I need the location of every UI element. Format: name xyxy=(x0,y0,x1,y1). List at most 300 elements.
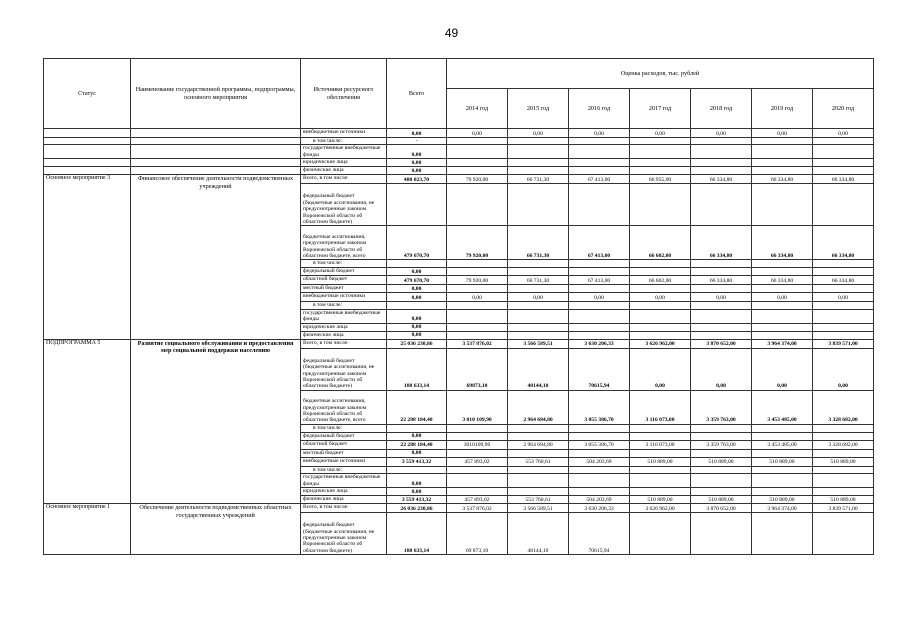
year-value-cell: 0,00 xyxy=(569,293,630,302)
year-value-cell xyxy=(813,424,874,432)
source-cell: в том числе: xyxy=(301,302,387,309)
year-value-cell xyxy=(752,268,813,276)
year-value-cell: 0,00 xyxy=(508,129,569,138)
source-cell: федеральный бюджет xyxy=(301,432,387,440)
total-cell: 0,00 xyxy=(387,167,447,175)
year-value-cell xyxy=(569,159,630,167)
total-cell: 25 036 230,86 xyxy=(387,339,447,348)
year-value-cell xyxy=(508,488,569,496)
status-cell xyxy=(44,145,131,159)
year-value-cell: 3 328 682,00 xyxy=(813,390,874,424)
table-row xyxy=(44,138,874,145)
year-value-cell: 66 731,30 xyxy=(508,175,569,184)
status-cell: Основное мероприятие 1 xyxy=(44,504,131,555)
year-value-cell xyxy=(447,167,508,175)
year-value-cell: 3 630 206,33 xyxy=(569,504,630,513)
year-value-cell xyxy=(508,331,569,339)
year-value-cell: 69873,10 xyxy=(447,348,508,390)
year-value-cell xyxy=(569,285,630,293)
year-value-cell: 3 964 374,00 xyxy=(752,339,813,348)
year-value-cell: 0,00 xyxy=(691,129,752,138)
header-year: 2014 год xyxy=(447,89,508,129)
status-cell xyxy=(44,159,131,167)
table-row xyxy=(44,339,874,348)
status-cell: Основное мероприятие 3 xyxy=(44,175,131,339)
year-value-cell: 0,00 xyxy=(813,348,874,390)
year-value-cell: 66 731,30 xyxy=(508,276,569,285)
year-value-cell xyxy=(813,302,874,309)
year-value-cell xyxy=(447,145,508,159)
year-value-cell: 0,00 xyxy=(569,129,630,138)
year-value-cell: 3 055 386,70 xyxy=(569,440,630,449)
year-value-cell xyxy=(569,323,630,331)
year-value-cell: 510 889,00 xyxy=(813,496,874,504)
year-value-cell: 3 626 962,00 xyxy=(630,339,691,348)
total-cell: 479 670,70 xyxy=(387,226,447,260)
total-cell: - xyxy=(387,138,447,145)
year-value-cell: 79 920,00 xyxy=(447,226,508,260)
year-value-cell xyxy=(691,424,752,432)
year-value-cell: 510 889,00 xyxy=(630,496,691,504)
year-value-cell xyxy=(813,285,874,293)
year-value-cell xyxy=(691,268,752,276)
year-value-cell xyxy=(813,268,874,276)
total-cell: 22 288 184,40 xyxy=(387,440,447,449)
source-cell: Всего, в том числе: xyxy=(301,504,387,513)
year-value-cell xyxy=(752,449,813,457)
year-value-cell: 510 889,00 xyxy=(630,457,691,466)
total-cell: 3 559 413,32 xyxy=(387,457,447,466)
year-value-cell: 79 920,00 xyxy=(447,276,508,285)
source-cell: местный бюджет xyxy=(301,285,387,293)
year-value-cell: 510 889,00 xyxy=(752,496,813,504)
year-value-cell xyxy=(569,488,630,496)
year-value-cell: 79 920,00 xyxy=(447,175,508,184)
year-value-cell xyxy=(630,302,691,309)
year-value-cell xyxy=(447,309,508,323)
total-cell: 0,00 xyxy=(387,474,447,488)
year-value-cell xyxy=(813,167,874,175)
year-value-cell xyxy=(813,309,874,323)
year-value-cell: 510 889,00 xyxy=(691,496,752,504)
status-cell: ПОДПРОГРАММА 5 xyxy=(44,339,131,503)
source-cell: бюджетные ассигнования, предусмотренные законом Воронежской области об областном бюджете, всего xyxy=(301,390,387,424)
year-value-cell: 0,00 xyxy=(630,348,691,390)
year-value-cell: 504 203,69 xyxy=(569,457,630,466)
total-cell: 0,00 xyxy=(387,145,447,159)
year-value-cell: 70615,94 xyxy=(569,513,630,555)
source-cell: физические лица xyxy=(301,167,387,175)
year-value-cell xyxy=(569,309,630,323)
year-value-cell xyxy=(508,167,569,175)
year-value-cell xyxy=(447,260,508,268)
year-value-cell xyxy=(447,159,508,167)
year-value-cell xyxy=(691,323,752,331)
year-value-cell xyxy=(569,260,630,268)
year-value-cell: 0,00 xyxy=(630,129,691,138)
year-value-cell: 510 889,00 xyxy=(752,457,813,466)
year-value-cell xyxy=(630,424,691,432)
year-value-cell xyxy=(691,159,752,167)
year-value-cell xyxy=(691,488,752,496)
source-cell: федеральный бюджет (бюджетные ассигнования, не предусмотренные законом Воронежской области об областном бюджете) xyxy=(301,513,387,555)
year-value-cell xyxy=(630,184,691,226)
table-body xyxy=(44,129,874,555)
year-value-cell xyxy=(752,260,813,268)
source-cell: в том числе: xyxy=(301,260,387,268)
year-value-cell xyxy=(508,138,569,145)
year-value-cell: 48144,10 xyxy=(508,348,569,390)
year-value-cell xyxy=(447,466,508,473)
year-value-cell xyxy=(508,268,569,276)
year-value-cell: 510 889,00 xyxy=(813,457,874,466)
year-value-cell xyxy=(752,285,813,293)
year-value-cell xyxy=(569,424,630,432)
year-value-cell xyxy=(630,167,691,175)
table-row xyxy=(44,129,874,138)
year-value-cell xyxy=(508,466,569,473)
year-value-cell xyxy=(691,138,752,145)
total-cell xyxy=(387,260,447,268)
year-value-cell xyxy=(447,323,508,331)
year-value-cell xyxy=(630,145,691,159)
year-value-cell xyxy=(752,145,813,159)
year-value-cell: 66 602,00 xyxy=(630,276,691,285)
year-value-cell xyxy=(569,145,630,159)
year-value-cell: 0,00 xyxy=(752,293,813,302)
header-status: Статус xyxy=(44,59,131,129)
year-value-cell: 0,00 xyxy=(630,293,691,302)
table-header xyxy=(44,59,874,129)
header-sources: Источники ресурсного обеспечения xyxy=(301,59,387,129)
year-value-cell xyxy=(569,184,630,226)
status-cell xyxy=(44,138,131,145)
year-value-cell: 3 537 876,02 xyxy=(447,504,508,513)
year-value-cell xyxy=(813,474,874,488)
year-value-cell xyxy=(508,285,569,293)
name-cell xyxy=(131,145,301,159)
year-value-cell xyxy=(447,268,508,276)
year-value-cell xyxy=(447,285,508,293)
year-value-cell: 48144,10 xyxy=(508,513,569,555)
year-value-cell: 3 116 073,00 xyxy=(630,390,691,424)
year-value-cell xyxy=(508,145,569,159)
year-value-cell xyxy=(752,302,813,309)
year-value-cell xyxy=(569,167,630,175)
year-value-cell xyxy=(813,323,874,331)
year-value-cell: 69 873,10 xyxy=(447,513,508,555)
year-value-cell: 510 889,00 xyxy=(691,457,752,466)
source-cell: физические лица xyxy=(301,496,387,504)
year-value-cell: 0,00 xyxy=(813,293,874,302)
header-year: 2016 год xyxy=(569,89,630,129)
total-cell: 188 633,14 xyxy=(387,513,447,555)
source-cell: Всего, в том числе: xyxy=(301,175,387,184)
year-value-cell: 3 116 073,00 xyxy=(630,440,691,449)
year-value-cell xyxy=(813,331,874,339)
year-value-cell xyxy=(630,268,691,276)
source-cell: юридические лица xyxy=(301,488,387,496)
year-value-cell xyxy=(569,331,630,339)
year-value-cell: 0,00 xyxy=(691,348,752,390)
total-cell: 0,00 xyxy=(387,309,447,323)
year-value-cell xyxy=(508,159,569,167)
year-value-cell xyxy=(630,432,691,440)
year-value-cell xyxy=(508,424,569,432)
year-value-cell xyxy=(752,432,813,440)
total-cell: 22 288 184,40 xyxy=(387,390,447,424)
year-value-cell xyxy=(752,159,813,167)
header-year: 2017 год xyxy=(630,89,691,129)
year-value-cell: 3 839 571,00 xyxy=(813,504,874,513)
year-value-cell xyxy=(752,331,813,339)
total-cell xyxy=(387,184,447,226)
name-cell xyxy=(131,138,301,145)
source-cell: юридические лица xyxy=(301,159,387,167)
source-cell: юридические лица xyxy=(301,323,387,331)
header-year: 2019 год xyxy=(752,89,813,129)
total-cell: 0,00 xyxy=(387,159,447,167)
table-row xyxy=(44,175,874,184)
year-value-cell xyxy=(569,474,630,488)
total-cell: 188 633,14 xyxy=(387,348,447,390)
total-cell: 0,00 xyxy=(387,488,447,496)
total-cell: 0,00 xyxy=(387,331,447,339)
year-value-cell xyxy=(569,302,630,309)
total-cell xyxy=(387,424,447,432)
year-value-cell xyxy=(630,331,691,339)
year-value-cell: 3 630 206,33 xyxy=(569,339,630,348)
year-value-cell xyxy=(813,138,874,145)
year-value-cell xyxy=(508,449,569,457)
year-value-cell: 0,00 xyxy=(752,129,813,138)
year-value-cell: 66 334,80 xyxy=(752,175,813,184)
year-value-cell xyxy=(752,309,813,323)
header-year: 2015 год xyxy=(508,89,569,129)
year-value-cell: 3 328 682,00 xyxy=(813,440,874,449)
source-cell: государственные внебюджетные фонды xyxy=(301,145,387,159)
year-value-cell xyxy=(447,302,508,309)
year-value-cell xyxy=(447,138,508,145)
year-value-cell: 3 359 763,00 xyxy=(691,390,752,424)
source-cell: Всего, в том числе: xyxy=(301,339,387,348)
header-year: 2020 год xyxy=(813,89,874,129)
year-value-cell xyxy=(691,285,752,293)
year-value-cell xyxy=(447,474,508,488)
year-value-cell: 66 334,80 xyxy=(813,175,874,184)
year-value-cell xyxy=(813,449,874,457)
year-value-cell: 2 964 684,80 xyxy=(508,440,569,449)
year-value-cell xyxy=(508,184,569,226)
total-cell xyxy=(387,466,447,473)
year-value-cell xyxy=(813,513,874,555)
year-value-cell: 66 731,30 xyxy=(508,226,569,260)
year-value-cell: 3 566 589,51 xyxy=(508,504,569,513)
year-value-cell: 66 334,80 xyxy=(752,226,813,260)
year-value-cell xyxy=(691,474,752,488)
year-value-cell xyxy=(630,474,691,488)
year-value-cell: 67 413,00 xyxy=(569,226,630,260)
year-value-cell xyxy=(752,323,813,331)
year-value-cell: 3 870 652,00 xyxy=(691,504,752,513)
year-value-cell: 3 359 763,00 xyxy=(691,440,752,449)
total-cell: 26 036 230,86 xyxy=(387,504,447,513)
year-value-cell xyxy=(447,488,508,496)
source-cell: бюджетные ассигнования, предусмотренные законом Воронежской области об областном бюджете, всего xyxy=(301,226,387,260)
year-value-cell xyxy=(447,449,508,457)
year-value-cell: 66 334,80 xyxy=(691,226,752,260)
year-value-cell xyxy=(752,184,813,226)
status-cell xyxy=(44,167,131,175)
year-value-cell xyxy=(569,432,630,440)
year-value-cell: 457 893,02 xyxy=(447,457,508,466)
table-row xyxy=(44,145,874,159)
year-value-cell xyxy=(813,488,874,496)
year-value-cell: 66 602,00 xyxy=(630,226,691,260)
source-cell: в том числе: xyxy=(301,138,387,145)
year-value-cell xyxy=(447,424,508,432)
total-cell: 0,00 xyxy=(387,323,447,331)
name-cell: Обеспечение деятельности подведомственных областных государственных учреждений xyxy=(131,504,301,555)
year-value-cell xyxy=(447,184,508,226)
year-value-cell: 67 413,00 xyxy=(569,175,630,184)
year-value-cell xyxy=(813,145,874,159)
year-value-cell xyxy=(630,285,691,293)
year-value-cell xyxy=(813,159,874,167)
year-value-cell xyxy=(508,302,569,309)
total-cell: 480 023,70 xyxy=(387,175,447,184)
year-value-cell: 3 453 485,00 xyxy=(752,440,813,449)
year-value-cell: 3 537 876,02 xyxy=(447,339,508,348)
year-value-cell xyxy=(691,466,752,473)
year-value-cell xyxy=(630,513,691,555)
year-value-cell xyxy=(752,488,813,496)
header-year: 2018 год xyxy=(691,89,752,129)
year-value-cell xyxy=(630,159,691,167)
total-cell xyxy=(387,302,447,309)
year-value-cell xyxy=(813,260,874,268)
source-cell: внебюджетные источники xyxy=(301,457,387,466)
year-value-cell: 3 626 962,00 xyxy=(630,504,691,513)
year-value-cell xyxy=(569,466,630,473)
year-value-cell xyxy=(508,432,569,440)
header-name: Наименование государственной программы, подпрограммы, основного мероприятия xyxy=(131,59,301,129)
total-cell: 479 670,70 xyxy=(387,276,447,285)
total-cell: 0,00 xyxy=(387,449,447,457)
source-cell: государственные внебюджетные фонды xyxy=(301,309,387,323)
year-value-cell: 3 453 485,00 xyxy=(752,390,813,424)
year-value-cell xyxy=(691,145,752,159)
year-value-cell xyxy=(569,449,630,457)
header-estimate: Оценка расходов, тыс. рублей xyxy=(447,59,874,89)
year-value-cell xyxy=(691,309,752,323)
year-value-cell: 553 760,61 xyxy=(508,457,569,466)
year-value-cell: 2 964 684,80 xyxy=(508,390,569,424)
expense-table xyxy=(43,58,874,555)
year-value-cell xyxy=(691,513,752,555)
year-value-cell: 66 334,80 xyxy=(691,175,752,184)
year-value-cell xyxy=(691,331,752,339)
total-cell: 0,00 xyxy=(387,129,447,138)
year-value-cell: 66 955,00 xyxy=(630,175,691,184)
total-cell: 0,00 xyxy=(387,432,447,440)
year-value-cell xyxy=(752,513,813,555)
source-cell: федеральный бюджет (бюджетные ассигнования, не предусмотренные законом Воронежской области об областном бюджете) xyxy=(301,348,387,390)
year-value-cell xyxy=(630,138,691,145)
year-value-cell xyxy=(569,138,630,145)
year-value-cell: 3 839 571,00 xyxy=(813,339,874,348)
year-value-cell: 0,00 xyxy=(813,129,874,138)
year-value-cell xyxy=(752,474,813,488)
year-value-cell: 504 203,69 xyxy=(569,496,630,504)
source-cell: физические лица xyxy=(301,331,387,339)
source-cell: областной бюджет xyxy=(301,276,387,285)
year-value-cell xyxy=(508,323,569,331)
year-value-cell xyxy=(752,466,813,473)
source-cell: федеральный бюджет xyxy=(301,268,387,276)
year-value-cell xyxy=(691,260,752,268)
year-value-cell: 0,00 xyxy=(691,293,752,302)
year-value-cell xyxy=(569,268,630,276)
year-value-cell: 67 413,00 xyxy=(569,276,630,285)
year-value-cell: 3 055 386,70 xyxy=(569,390,630,424)
year-value-cell xyxy=(630,466,691,473)
year-value-cell: 66 334,80 xyxy=(813,276,874,285)
header-total: Всего xyxy=(387,59,447,129)
source-cell: местный бюджет xyxy=(301,449,387,457)
year-value-cell xyxy=(813,466,874,473)
name-cell: Финансовое обеспечение деятельности подведомственных учреждений xyxy=(131,175,301,339)
year-value-cell xyxy=(508,474,569,488)
year-value-cell xyxy=(752,138,813,145)
year-value-cell xyxy=(630,488,691,496)
source-cell: внебюджетные источники xyxy=(301,129,387,138)
year-value-cell: 0,00 xyxy=(752,348,813,390)
year-value-cell: 457 893,02 xyxy=(447,496,508,504)
year-value-cell xyxy=(752,424,813,432)
table-row xyxy=(44,504,874,513)
year-value-cell xyxy=(691,184,752,226)
year-value-cell xyxy=(813,432,874,440)
year-value-cell xyxy=(691,449,752,457)
year-value-cell xyxy=(691,432,752,440)
year-value-cell xyxy=(447,331,508,339)
year-value-cell xyxy=(630,449,691,457)
year-value-cell: 3 566 589,51 xyxy=(508,339,569,348)
year-value-cell: 0,00 xyxy=(508,293,569,302)
page-number: 49 xyxy=(444,26,459,40)
year-value-cell xyxy=(813,184,874,226)
source-cell: в том числе: xyxy=(301,424,387,432)
source-cell: федеральный бюджет (бюджетные ассигнования, не предусмотренные законом Воронежской области об областном бюджете) xyxy=(301,184,387,226)
year-value-cell: 3010109,90 xyxy=(447,440,508,449)
year-value-cell xyxy=(691,167,752,175)
year-value-cell: 3 010 109,90 xyxy=(447,390,508,424)
year-value-cell: 66 334,80 xyxy=(752,276,813,285)
total-cell: 0,00 xyxy=(387,268,447,276)
year-value-cell: 70615,94 xyxy=(569,348,630,390)
year-value-cell xyxy=(691,302,752,309)
source-cell: областной бюджет xyxy=(301,440,387,449)
year-value-cell xyxy=(508,309,569,323)
total-cell: 0,00 xyxy=(387,293,447,302)
total-cell: 3 559 413,32 xyxy=(387,496,447,504)
year-value-cell: 3 964 374,00 xyxy=(752,504,813,513)
table-row xyxy=(44,167,874,175)
year-value-cell: 0,00 xyxy=(447,293,508,302)
table-row xyxy=(44,159,874,167)
total-cell: 0,00 xyxy=(387,285,447,293)
